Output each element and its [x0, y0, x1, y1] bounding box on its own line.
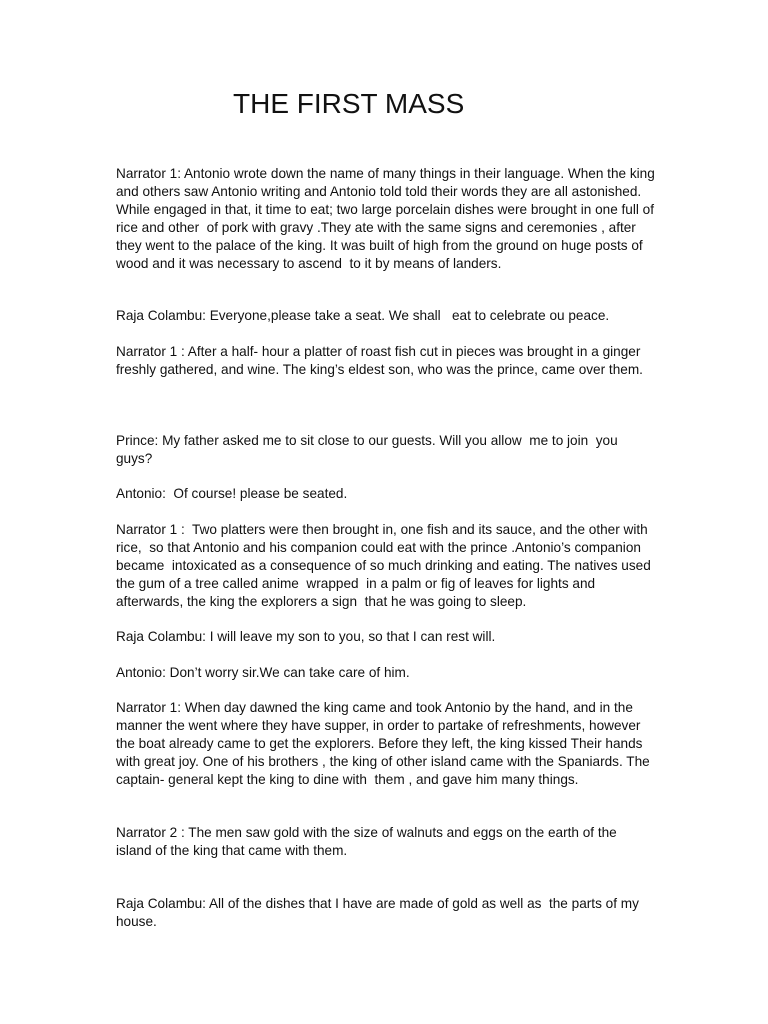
paragraph-raja-colambu-rest: Raja Colambu: I will leave my son to you, so that I can rest will. [116, 629, 496, 644]
paragraph-antonio-worry: Antonio: Don’t worry sir.We can take care of him. [116, 665, 410, 680]
paragraph-prince: Prince: My father asked me to sit close to our guests. Will you allow me to join you guys? [116, 433, 622, 466]
paragraph-narrator-1-platters: Narrator 1 : Two platters were then brought in, one fish and its sauce, and the other with rice, so that Antonio and his companion could eat with the prince .Antonio’s companion became intoxicated as a consequence of so much drinking and eating. The natives used the gum of a tree called anime wrapped in a palm or fig of leaves for lights and afterwards, the king the explorers a sign that he was going to sleep. [116, 522, 655, 609]
paragraph-narrator-1-dawn: Narrator 1: When day dawned the king came and took Antonio by the hand, and in the manner the went where they have supper, in order to partake of refreshments, however the boat already came to get the explorers. Before they left, the king kissed Their hands with great joy. One of his brothers , the king of other island came with the Spaniards. The captain- general kept the king to dine with them , and gave him many things. [116, 700, 654, 787]
paragraph-narrator-1-intro: Narrator 1: Antonio wrote down the name of many things in their language. When the king and others saw Antonio writing and Antonio told told their words they are all astonished. While engaged in that, it time to eat; two large porcelain dishes were brought in one full of rice and other of pork with gravy .They ate with the same signs and ceremonies , after they went to the palace of the king. It was built of high from the ground on huge posts of wood and it was necessary to ascend to it by means of landers. [116, 166, 659, 271]
paragraph-raja-colambu-dishes: Raja Colambu: All of the dishes that I have are made of gold as well as the parts of my house. [116, 896, 643, 929]
page-title: THE FIRST MASS [233, 88, 465, 119]
paragraph-raja-colambu-seat: Raja Colambu: Everyone,please take a seat. We shall eat to celebrate ou peace. [116, 308, 610, 323]
paragraph-narrator-1-half-hour: Narrator 1 : After a half- hour a platter of roast fish cut in pieces was brought in a ginger freshly gathered, and wine. The king’s eldest son, who was the prince, came over them. [116, 344, 645, 377]
paragraph-narrator-2-gold: Narrator 2 : The men saw gold with the size of walnuts and eggs on the earth of the island of the king that came with them. [116, 825, 621, 858]
paragraph-antonio-seated: Antonio: Of course! please be seated. [116, 486, 348, 501]
